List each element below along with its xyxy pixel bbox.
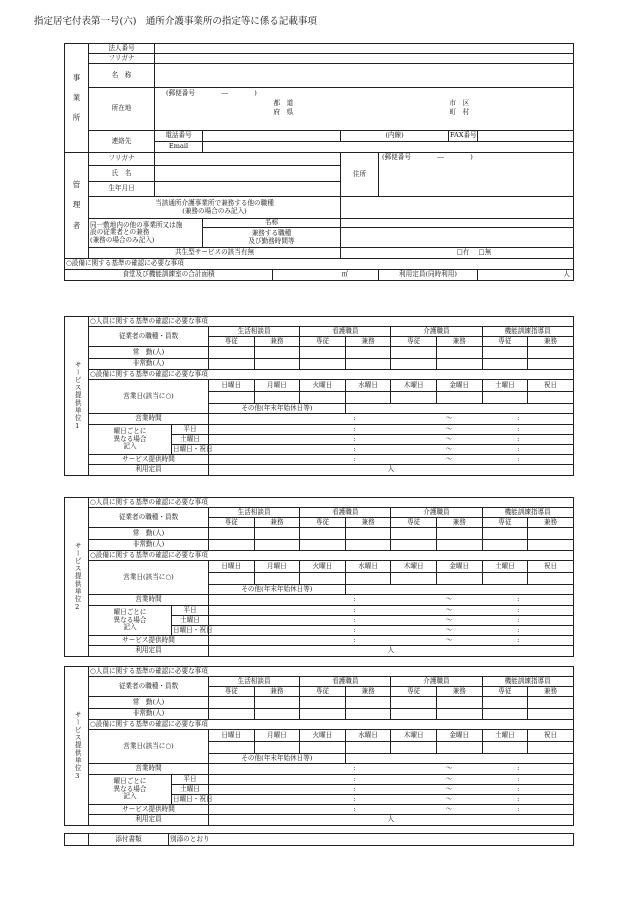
staff-count-cell[interactable] (254, 359, 300, 370)
staff-count-cell[interactable] (528, 540, 574, 551)
kanrisha-name-field[interactable] (155, 166, 341, 182)
kanrisha-other-name-label: 名称 (203, 219, 341, 228)
sonota-label: その他(年末年始休日等) (209, 404, 346, 414)
staff-count-cell[interactable] (300, 528, 346, 540)
kenmu-header: 兼務 (528, 687, 574, 697)
setsubi-header: ○設備に関する基準の確認に必要な事項 (65, 259, 574, 270)
staff-count-cell[interactable] (391, 540, 437, 551)
staff-count-cell[interactable] (254, 347, 300, 359)
time-range-field[interactable]: : ～ : (209, 414, 574, 425)
todo-text: 都 道 (273, 99, 294, 108)
youbi-label: 曜日ごとに 異なる場合 記入 (89, 425, 172, 455)
day-check-cell[interactable] (436, 392, 482, 404)
day-header: 金曜日 (436, 730, 482, 742)
kenmu-header: 兼務 (254, 337, 300, 347)
senju-header: 専従 (391, 687, 437, 697)
staff-count-cell[interactable] (254, 528, 300, 540)
sonota-label: その他(年末年始休日等) (209, 585, 346, 595)
staff-count-cell[interactable] (436, 540, 482, 551)
chouson-text: 町 村 (449, 108, 470, 117)
kanrisha-kenmu-label: 当該通所介護事業所で兼務する他の職種 (兼務の場合のみ記入) (89, 197, 341, 219)
day-header: 土曜日 (482, 380, 528, 392)
teikyo-jikan-label: サービス提供時間 (89, 636, 209, 646)
fuken-text: 府 県 (273, 108, 294, 117)
nichishuku-label: 日曜日・祝日 (173, 444, 213, 453)
senju-header: 専従 (391, 337, 437, 347)
day-header: 月曜日 (254, 561, 300, 573)
eigyobi-label: 営業日(該当に○) (89, 380, 209, 414)
staff-count-cell[interactable] (345, 540, 391, 551)
senju-header: 専従 (209, 687, 255, 697)
staff-count-cell[interactable] (391, 347, 437, 359)
eigyo-jikan-label: 営業時間 (89, 764, 209, 775)
kenmu-header: 兼務 (345, 687, 391, 697)
kenmu-header: 兼務 (436, 687, 482, 697)
kenmu-header: 兼務 (345, 337, 391, 347)
kanrisha-birth-label: 生年月日 (89, 182, 155, 197)
fax-label: FAX番号 (449, 131, 478, 142)
day-check-cell[interactable] (345, 392, 391, 404)
kanrisha-furigana-field[interactable] (155, 153, 341, 166)
day-check-cell[interactable] (391, 573, 437, 585)
kanrisha-other-facility-label: 同一敷地内の他の事業所又は施 設の従業者との兼務 (兼務の場合のみ記入) (89, 219, 203, 248)
role-kinou: 機能訓練指導員 (482, 508, 573, 518)
staff-count-cell[interactable] (209, 347, 255, 359)
staff-count-cell[interactable] (482, 347, 528, 359)
youbi-label: 曜日ごとに 異なる場合 記入 (89, 775, 172, 805)
kenmu-header: 兼務 (528, 337, 574, 347)
staff-label: 従業者の職種・員数 (89, 327, 209, 347)
role-kango: 看護職員 (300, 508, 391, 518)
kenmu-header: 兼務 (254, 687, 300, 697)
day-header: 土曜日 (482, 730, 528, 742)
staff-count-cell[interactable] (209, 540, 255, 551)
teikyo-jikan-label: サービス提供時間 (89, 455, 209, 465)
senju-header: 専従 (482, 518, 528, 528)
shozaichi-field[interactable] (155, 118, 574, 131)
day-check-cell[interactable] (300, 573, 346, 585)
naisen-label: (内線) (341, 131, 449, 142)
staff-count-cell[interactable] (482, 540, 528, 551)
riyo-teiin-label: 利用定員 (89, 646, 209, 657)
day-check-cell[interactable] (209, 573, 255, 585)
service-unit-1 (64, 316, 574, 476)
day-check-cell[interactable] (482, 392, 528, 404)
kanrisha-furigana-label: フリガナ (89, 153, 155, 166)
hijokin-label: 非常勤(人) (89, 540, 209, 551)
staff-count-cell[interactable] (436, 347, 482, 359)
senju-header: 専従 (391, 518, 437, 528)
hojin-bango-field[interactable] (155, 44, 574, 54)
time-range-field[interactable]: : ～ : (209, 455, 574, 465)
jigyosho-furigana-field[interactable] (155, 54, 574, 64)
time-range-field[interactable]: : ～ : (209, 445, 574, 455)
hojin-bango-label: 法人番号 (89, 44, 155, 54)
riyo-teiin-label: 利用定員 (89, 815, 209, 826)
staff-count-cell[interactable] (482, 709, 528, 720)
day-check-cell[interactable] (300, 392, 346, 404)
jokin-label: 常 勤(人) (89, 697, 209, 709)
day-check-cell[interactable] (482, 742, 528, 754)
kanrisha-jusho-field[interactable]: (郵便番号 ― ) (379, 153, 574, 197)
sonota-field[interactable] (345, 404, 573, 414)
role-kinou: 機能訓練指導員 (482, 327, 573, 337)
teikyo-jikan-label: サービス提供時間 (89, 805, 209, 815)
time-range-field[interactable]: : ～ : (209, 764, 574, 775)
kanrisha-kenmu-shokushu-label: 兼務する職種 及び勤務時間等 (203, 228, 341, 248)
day-check-cell[interactable] (209, 742, 255, 754)
shokudo-unit: ㎡ (341, 270, 379, 281)
staff-count-cell[interactable] (254, 540, 300, 551)
staff-count-cell[interactable] (345, 697, 391, 709)
staff-count-cell[interactable] (482, 528, 528, 540)
day-check-cell[interactable] (254, 573, 300, 585)
day-check-cell[interactable] (209, 392, 255, 404)
teiin-label: 利用定員(同時利用) (379, 270, 478, 281)
day-header: 木曜日 (391, 561, 437, 573)
kenmu-header: 兼務 (436, 337, 482, 347)
day-check-cell[interactable] (300, 742, 346, 754)
heijitsu-label: 平日 (172, 606, 209, 616)
nichishuku-label: 日曜日・祝日 (173, 625, 213, 634)
staff-count-cell[interactable] (436, 709, 482, 720)
doyobi-label: 土曜日 (172, 785, 209, 795)
email-label: Email (155, 142, 203, 153)
kanrisha-kenmu-field[interactable] (341, 197, 574, 219)
staff-count-cell[interactable] (528, 697, 574, 709)
day-header: 金曜日 (436, 380, 482, 392)
time-range-field[interactable]: : ～ : (209, 626, 574, 636)
time-range-field[interactable]: : ～ : (209, 616, 574, 626)
senju-header: 専従 (300, 337, 346, 347)
staff-count-cell[interactable] (209, 709, 255, 720)
staff-label: 従業者の職種・員数 (89, 508, 209, 528)
day-header: 土曜日 (482, 561, 528, 573)
day-check-cell[interactable] (345, 573, 391, 585)
jinin-header: ○人員に関する基準の確認に必要な事項 (89, 667, 574, 677)
unit-label: サービス提供単位1 (65, 317, 89, 476)
time-range-field[interactable]: : ～ : (209, 435, 574, 445)
sonota-field[interactable] (345, 585, 573, 595)
jigyosho-postal[interactable]: (郵便番号 ― ) (155, 88, 574, 100)
hijokin-label: 非常勤(人) (89, 359, 209, 370)
senju-header: 専従 (300, 687, 346, 697)
riyo-teiin-label: 利用定員 (89, 465, 209, 476)
jokin-label: 常 勤(人) (89, 347, 209, 359)
staff-count-cell[interactable] (345, 709, 391, 720)
tenpu-label: 添付書類 (89, 834, 169, 846)
jinin-header: ○人員に関する基準の確認に必要な事項 (89, 498, 574, 508)
sonota-field[interactable] (345, 754, 573, 764)
staff-count-cell[interactable] (254, 697, 300, 709)
doyobi-label: 土曜日 (172, 435, 209, 445)
day-header: 火曜日 (300, 380, 346, 392)
senju-header: 専従 (300, 518, 346, 528)
role-seikatsu: 生活相談員 (209, 327, 300, 337)
jigyosho-section-label: 事 業 所 (65, 44, 89, 153)
role-kango: 看護職員 (300, 327, 391, 337)
day-check-cell[interactable] (482, 573, 528, 585)
staff-count-cell[interactable] (300, 359, 346, 370)
day-header: 祝日 (528, 561, 574, 573)
day-header: 木曜日 (391, 380, 437, 392)
staff-count-cell[interactable] (254, 709, 300, 720)
day-header: 祝日 (528, 380, 574, 392)
denwa-field[interactable] (203, 131, 341, 142)
day-header: 日曜日 (209, 561, 255, 573)
jigyosho-furigana-label: フリガナ (89, 54, 155, 64)
staff-count-cell[interactable] (528, 359, 574, 370)
day-header: 火曜日 (300, 730, 346, 742)
staff-label: 従業者の職種・員数 (89, 677, 209, 697)
jinin-header: ○人員に関する基準の確認に必要な事項 (89, 317, 574, 327)
day-header: 日曜日 (209, 730, 255, 742)
riyo-teiin-field[interactable]: 人 (209, 646, 574, 657)
time-range-field[interactable]: : ～ : (209, 805, 574, 815)
role-kaigo: 介護職員 (391, 327, 482, 337)
senju-header: 専従 (482, 337, 528, 347)
staff-count-cell[interactable] (345, 347, 391, 359)
denwa-label: 電話番号 (155, 131, 203, 142)
staff-count-cell[interactable] (528, 347, 574, 359)
day-check-cell[interactable] (528, 742, 574, 754)
service-unit-2 (64, 497, 574, 657)
kanrisha-birth-field[interactable] (155, 182, 341, 197)
unit-setsubi-header: ○設備に関する基準の確認に必要な事項 (89, 551, 574, 561)
staff-count-cell[interactable] (391, 528, 437, 540)
day-check-cell[interactable] (254, 742, 300, 754)
staff-count-cell[interactable] (528, 709, 574, 720)
jokin-label: 常 勤(人) (89, 528, 209, 540)
kyosei-ari-checkbox[interactable]: □有 (449, 248, 478, 259)
eigyobi-label: 営業日(該当に○) (89, 561, 209, 595)
time-range-field[interactable]: : ～ : (209, 595, 574, 606)
kanrisha-name-label: 氏 名 (89, 166, 155, 182)
kyosei-nashi-checkbox[interactable]: □無 (478, 248, 574, 259)
hijokin-label: 非常勤(人) (89, 709, 209, 720)
nichishuku-label: 日曜日・祝日 (173, 794, 213, 803)
kenmu-header: 兼務 (254, 518, 300, 528)
staff-count-cell[interactable] (436, 697, 482, 709)
time-range-field[interactable]: : ～ : (209, 795, 574, 805)
time-range-field[interactable]: : ～ : (209, 636, 574, 646)
role-kaigo: 介護職員 (391, 508, 482, 518)
kanrisha-other-name-field[interactable] (341, 219, 574, 228)
kyosei-label: 共生型サービスの該当有無 (89, 248, 341, 259)
email-field[interactable] (203, 142, 574, 153)
senju-header: 専従 (209, 518, 255, 528)
staff-count-cell[interactable] (482, 697, 528, 709)
kanrisha-section-label: 管 理 者 (65, 153, 89, 259)
day-check-cell[interactable] (391, 392, 437, 404)
kenmu-header: 兼務 (436, 518, 482, 528)
renrakusaki-label: 連絡先 (89, 131, 155, 153)
day-header: 日曜日 (209, 380, 255, 392)
time-range-field[interactable]: : ～ : (209, 775, 574, 785)
staff-count-cell[interactable] (436, 359, 482, 370)
staff-count-cell[interactable] (436, 528, 482, 540)
top-form-table (64, 43, 574, 281)
role-kaigo: 介護職員 (391, 677, 482, 687)
day-check-cell[interactable] (345, 742, 391, 754)
kenmu-header: 兼務 (528, 518, 574, 528)
day-header: 木曜日 (391, 730, 437, 742)
jigyosho-name-label: 名 称 (89, 64, 155, 88)
role-kango: 看護職員 (300, 677, 391, 687)
unit-setsubi-header: ○設備に関する基準の確認に必要な事項 (89, 720, 574, 730)
riyo-teiin-field[interactable]: 人 (209, 465, 574, 476)
day-check-cell[interactable] (254, 392, 300, 404)
day-check-cell[interactable] (436, 573, 482, 585)
staff-count-cell[interactable] (300, 540, 346, 551)
doyobi-label: 土曜日 (172, 616, 209, 626)
teiin-unit: 人 (527, 270, 574, 281)
day-header: 水曜日 (345, 730, 391, 742)
document-title: 指定居宅付表第一号(六) 通所介護事業所の指定等に係る記載事項 (34, 16, 317, 27)
day-header: 金曜日 (436, 561, 482, 573)
day-header: 月曜日 (254, 380, 300, 392)
senju-header: 専従 (209, 337, 255, 347)
staff-count-cell[interactable] (391, 697, 437, 709)
day-header: 月曜日 (254, 730, 300, 742)
eigyo-jikan-label: 営業時間 (89, 595, 209, 606)
staff-count-cell[interactable] (209, 528, 255, 540)
staff-count-cell[interactable] (391, 359, 437, 370)
day-header: 火曜日 (300, 561, 346, 573)
staff-count-cell[interactable] (209, 359, 255, 370)
unit-label: サービス提供単位2 (65, 498, 89, 657)
shiku-text: 市 区 (449, 99, 470, 108)
time-range-field[interactable]: : ～ : (209, 425, 574, 435)
role-seikatsu: 生活相談員 (209, 508, 300, 518)
kanrisha-jusho-label: 住所 (341, 153, 379, 197)
tenpu-value: 別添のとおり (169, 834, 574, 846)
kenmu-header: 兼務 (345, 518, 391, 528)
time-range-field[interactable]: : ～ : (209, 785, 574, 795)
kanrisha-kenmu-shokushu-field[interactable] (341, 228, 574, 248)
time-range-field[interactable]: : ～ : (209, 606, 574, 616)
heijitsu-label: 平日 (172, 425, 209, 435)
unit-setsubi-header: ○設備に関する基準の確認に必要な事項 (89, 370, 574, 380)
tenpu-table (64, 833, 574, 846)
staff-count-cell[interactable] (345, 359, 391, 370)
eigyo-jikan-label: 営業時間 (89, 414, 209, 425)
role-seikatsu: 生活相談員 (209, 677, 300, 687)
service-unit-3 (64, 666, 574, 826)
day-header: 祝日 (528, 730, 574, 742)
day-check-cell[interactable] (528, 573, 574, 585)
staff-count-cell[interactable] (482, 359, 528, 370)
heijitsu-label: 平日 (172, 775, 209, 785)
shokudo-field[interactable] (273, 270, 341, 281)
riyo-teiin-field[interactable]: 人 (209, 815, 574, 826)
jigyosho-name-field[interactable] (155, 64, 574, 88)
staff-count-cell[interactable] (300, 347, 346, 359)
teiin-field[interactable] (478, 270, 527, 281)
day-check-cell[interactable] (528, 392, 574, 404)
senju-header: 専従 (482, 687, 528, 697)
day-check-cell[interactable] (436, 742, 482, 754)
staff-count-cell[interactable] (300, 709, 346, 720)
eigyobi-label: 営業日(該当に○) (89, 730, 209, 764)
staff-count-cell[interactable] (300, 697, 346, 709)
shozaichi-label: 所在地 (89, 88, 155, 131)
day-header: 水曜日 (345, 380, 391, 392)
fax-field[interactable] (478, 131, 574, 142)
staff-count-cell[interactable] (209, 697, 255, 709)
youbi-label: 曜日ごとに 異なる場合 記入 (89, 606, 172, 636)
staff-count-cell[interactable] (345, 528, 391, 540)
unit-label: サービス提供単位3 (65, 667, 89, 826)
shokudo-label: 食堂及び機能訓練室の合計面積 (65, 270, 273, 281)
sonota-label: その他(年末年始休日等) (209, 754, 346, 764)
day-header: 水曜日 (345, 561, 391, 573)
staff-count-cell[interactable] (391, 709, 437, 720)
role-kinou: 機能訓練指導員 (482, 677, 573, 687)
day-check-cell[interactable] (391, 742, 437, 754)
staff-count-cell[interactable] (528, 528, 574, 540)
